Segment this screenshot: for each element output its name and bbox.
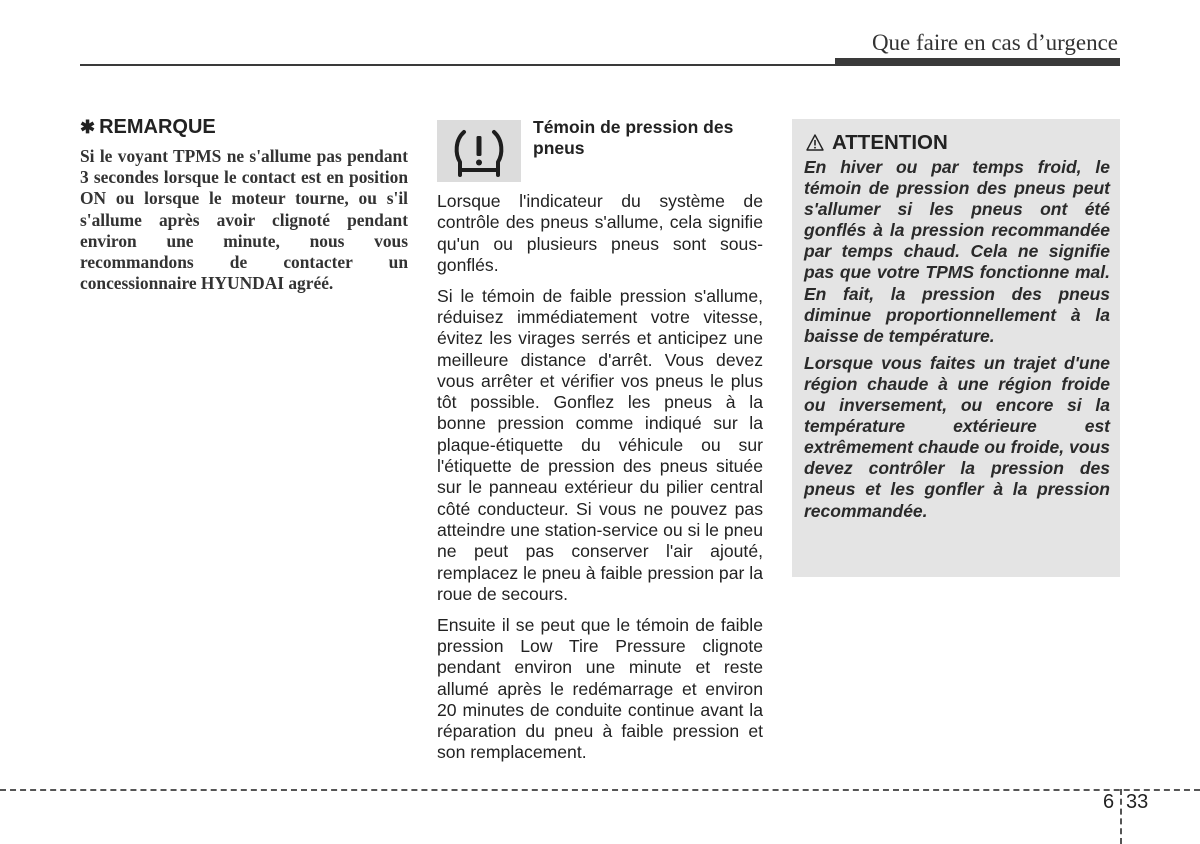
remarque-heading [80, 116, 216, 139]
chapter-number: 6 [1103, 791, 1115, 813]
attention-paragraph: Lorsque vous faites un trajet d'une région chaude à une région froide ou inversement, ou encore si la température extérieure est extrêmement chaude ou froide, vous devez contrôler la pression des pneus et les gonfler à la pression recommandée. [804, 352, 1110, 521]
footer-dashed-rule [0, 789, 1200, 791]
indicator-title: Témoin de pression des pneus [533, 117, 734, 158]
attention-paragraph: En hiver ou par temps froid, le témoin de pression des pneus peut s'allumer si les pneus ont été gonflés à la pression recommandée par temps chaud. Cela ne signifie pas que votre TPMS fonctionne mal. En fait, la pression des pneus diminue proportionnellement à la baisse de température. [804, 157, 1110, 346]
attention-body [804, 157, 1110, 528]
indicator-paragraph: Si le témoin de faible pression s'allume, réduisez immédiatement votre vitesse, évitez les virages serrés et anticipez une meilleure distance d'arrêt. Vous devez vous arrêter et vérifier vos pneus le plus tôt possible. Gonflez les pneus à la bonne pression comme indiqué sur la plaque-étiquette du véhicule ou sur l'étiquette de pression des pneus située sur le panneau extérieur du pilier central côté conducteur. Si vous ne pouvez pas atteindre une station-service ou si le pneu ne peut pas conserver l'air ajouté, remplacez le pneu à faible pression par la roue de secours. [437, 285, 763, 604]
remarque-body: Si le voyant TPMS ne s'allume pas pendant 3 secondes lorsque le contact est en position ON ou lorsque le moteur tourne, ou s'il s'allume après avoir clignoté pendant environ une minute, nous vous recommandons de contacter un concessionnaire HYUNDAI agréé. [80, 146, 408, 294]
attention-box [792, 119, 1120, 577]
header-rule [80, 64, 1120, 66]
page-number: 33 [1126, 791, 1149, 813]
attention-heading [806, 131, 948, 155]
indicator-icon-box [437, 120, 521, 182]
attention-heading-label: ATTENTION [832, 131, 948, 154]
running-header-title: Que faire en cas d’urgence [871, 30, 1118, 55]
indicator-paragraph: Lorsque l'indicateur du système de contrôle des pneus s'allume, cela signifie qu'un ou plusieurs pneus sont sous-gonflés. [437, 191, 763, 275]
indicator-text [437, 191, 763, 773]
tire-pressure-warning-icon [451, 124, 507, 178]
remarque-heading-label: REMARQUE [99, 116, 216, 138]
asterisk-star-icon: ✱ [80, 117, 96, 137]
warning-triangle-icon [806, 134, 824, 151]
page-number-divider [1120, 789, 1122, 844]
indicator-paragraph: Ensuite il se peut que le témoin de faible pression Low Tire Pressure clignote pendant environ une minute et reste allumé après le redémarrage et environ 20 minutes de conduite continue avant la réparation du pneu à faible pression et son remplacement. [437, 614, 763, 763]
